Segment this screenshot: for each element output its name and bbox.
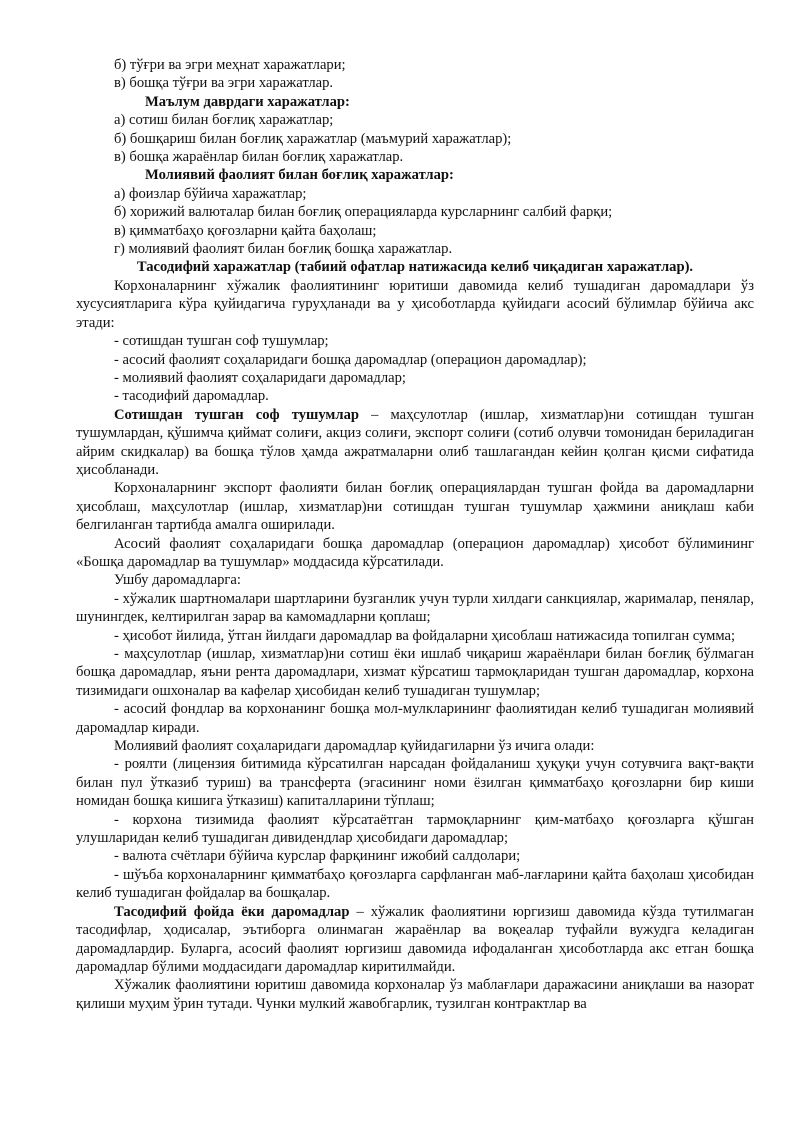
list-item: г) молиявий фаолият билан боғлиқ бошқа харажатлар. [114, 241, 453, 258]
list-item: - асосий фаолият соҳаларидаги бошқа даромадлар (операцион даромадлар); [114, 351, 587, 368]
list-item: - роялти (лицензия битимида кўрсатилган нарсадан фойдаланиш ҳуқуқи учун сотувчига вақт-вақти билан пул ўтказиб туриш) ва трансферта (эгасининг номи ёзилган қимматбаҳо қоғозларни бир киши номидан бошқа кишига ўтказиш) капиталларини тўплаш; [76, 756, 754, 810]
text-line: б) тўғри ва эгри меҳнат харажатлари; [114, 57, 346, 73]
list-item: - хўжалик шартномалари шартларини бузганлик учун турли хилдаги санкциялар, жарималар, пенялар, шунингдек, келтирилган зарар ва камомадларни қоплаш; [76, 590, 754, 626]
list-item: - сотишдан тушган соф тушумлар; [114, 333, 329, 350]
list-item: - шўъба корхоналарнинг қимматбаҳо қоғозларга сарфланган маб-лағларини қайта баҳолаш ҳисобидан келиб тушадиган фойдалар ва бошқалар. [76, 866, 754, 902]
term-bold: Сотишдан тушган соф тушумлар [114, 406, 359, 423]
term-definition: – хўжалик фаолиятини юргизиш давомида кўзда тутилмаган тасодифлар, ҳодисалар, эътиборга олинмаган жараёнлар ва воқеалар туфайли вужудга келадиган даромадлардир. Буларга, асосий фаолият юргизиш давомида ифодаланган ҳисоботларда акс етган бошқа даромадлар бўлими моддасидаги даромадлар киритилмайди. [76, 903, 754, 975]
paragraph: Молиявий фаолият соҳаларидаги даромадлар қуйидагиларни ўз ичига олади: [114, 738, 595, 755]
list-item: - тасодифий даромадлар. [114, 388, 269, 405]
list-item: б) хорижий валюталар билан боғлиқ операцияларда курсларнинг салбий фарқи; [114, 204, 613, 221]
section-heading: Молиявий фаолият билан боғлиқ харажатлар: [145, 167, 454, 184]
paragraph [76, 406, 754, 480]
list-item: в) қимматбаҳо қоғозларни қайта баҳолаш; [114, 222, 377, 239]
document-page [76, 56, 754, 1013]
paragraph: Корхоналарнинг экспорт фаолияти билан боғлиқ операциялардан тушган фойда ва даромадларни ҳисоблаш, маҳсулотлар (ишлар, хизматлар)ни сотишдан тушган тушумлар ҳажмини аниқлаш каби белгиланган тартибда амалга оширилади. [76, 480, 754, 534]
term-bold: Тасодифий фойда ёки даромадлар [114, 903, 350, 920]
list-item: а) сотиш билан боғлиқ харажатлар; [114, 112, 334, 129]
list-item: а) фоизлар бўйича харажатлар; [114, 185, 307, 202]
paragraph: Хўжалик фаолиятини юритиш давомида корхоналар ўз маблағлари даражасини аниқлаши ва назорат қилиши муҳим ўрин тутади. Чунки мулкий жавобгарлик, тузилган контрактлар ва [76, 977, 754, 1012]
paragraph: Асосий фаолият соҳаларидаги бошқа даромадлар (операцион даромадлар) ҳисобот бўлимининг «Бошқа даромадлар ва тушумлар» моддасида кўрсатилади. [76, 535, 754, 570]
term-definition: – маҳсулотлар (ишлар, хизматлар)ни сотишдан тушган тушумлардан, қўшимча қиймат солиғи, акциз солиғи, экспорт солиғи (сотиб олувчи томонидан бериладиган айрим скидкалар) ва бошқа тўлов ҳамда ажратмаларни олиб ташлагандан кейин қолган қисми сифатида ҳисобланади. [76, 406, 754, 478]
list-item: в) бошқа жараёнлар билан боғлиқ харажатлар. [114, 149, 404, 166]
list-item: - валюта счётлари бўйича курслар фарқининг ижобий салдолари; [114, 848, 521, 865]
paragraph [76, 903, 754, 977]
list-item: б) бошқариш билан боғлиқ харажатлар (маъмурий харажатлар); [114, 130, 512, 147]
paragraph: Корхоналарнинг хўжалик фаолиятининг юритиши давомида келиб тушадиган даромадлари ўз хусусиятларига кўра қуйидагича гуруҳланади ва у ҳисоботларда қуйидаги асосий бўлимлар бўйича акс этади: [76, 277, 754, 331]
section-heading: Тасодифий харажатлар (табиий офатлар натижасида келиб чиқадиган харажатлар). [136, 259, 694, 276]
list-item: - асосий фондлар ва корхонанинг бошқа мол-мулкларининг фаолиятидан келиб тушадиган молиявий даромадлар киради. [76, 701, 754, 736]
list-item: - маҳсулотлар (ишлар, хизматлар)ни сотиш ёки ишлаб чиқариш жараёнлари билан боғлиқ бўлмаган бошқа даромадлар, яъни рента даромадлари, хизмат кўрсатиш тармоқларидан тушган даромадлар, корхона тизимидаги ошхоналар ва кафелар ҳисобидан келиб тушадиган тушумлар; [76, 646, 754, 699]
list-item: - корхона тизимида фаолият кўрсатаётган тармоқларнинг қим-матбаҳо қоғозларга қўшган улушларидан келиб тушадиган дивидендлар ҳисобидаги даромадлар; [76, 811, 754, 847]
list-item: - молиявий фаолият соҳаларидаги даромадлар; [114, 369, 406, 386]
list-item: - ҳисобот йилида, ўтган йилдаги даромадлар ва фойдаларни ҳисоблаш натижасида топилган сумма; [114, 627, 736, 644]
text-line: в) бошқа тўғри ва эгри харажатлар. [114, 75, 334, 92]
section-heading: Маълум даврдаги харажатлар: [145, 93, 350, 110]
paragraph: Ушбу даромадларга: [114, 572, 241, 589]
